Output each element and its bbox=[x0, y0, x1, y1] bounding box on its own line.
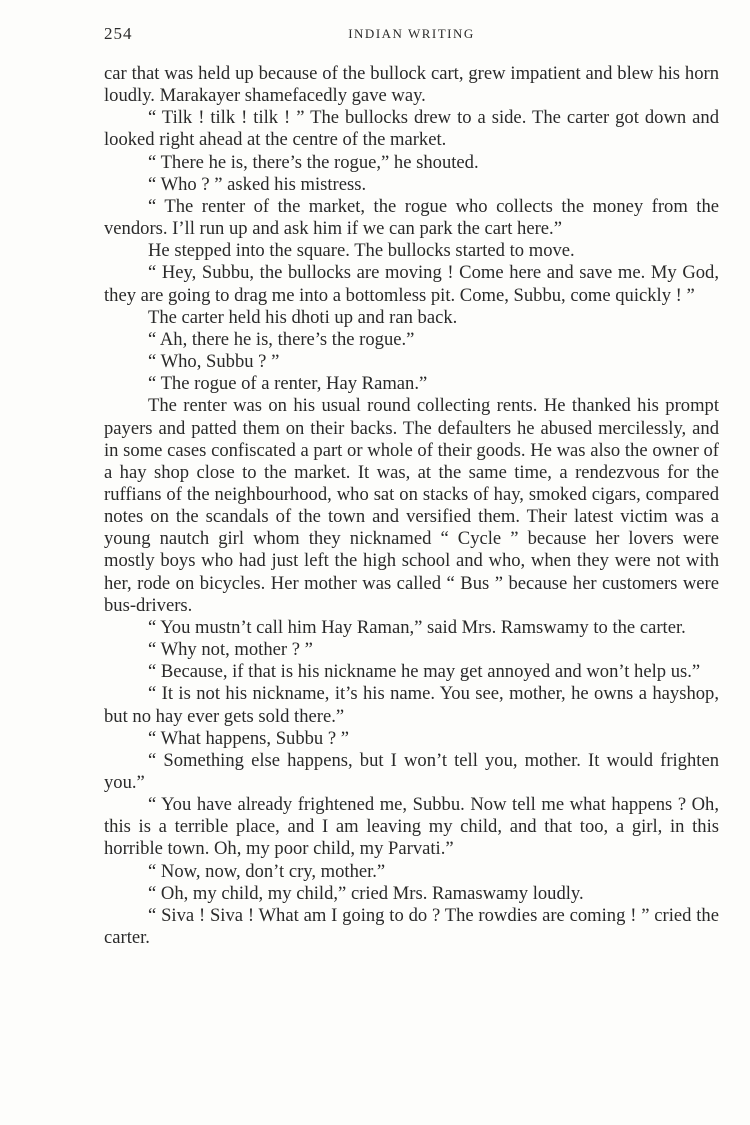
paragraph: “ Because, if that is his nickname he may get annoyed and won’t help us.” bbox=[148, 661, 701, 683]
body-text bbox=[104, 63, 719, 949]
paragraph: “ The rogue of a renter, Hay Raman.” bbox=[148, 373, 428, 395]
paragraph: “ Hey, Subbu, the bullocks are moving ! Come here and save me. My God, they are going to drag me into a bottomless pit. Come, Subbu, come quickly ! ” bbox=[104, 262, 719, 306]
paragraph: “ There he is, there’s the rogue,” he shouted. bbox=[148, 151, 479, 173]
paragraph: “ What happens, Subbu ? ” bbox=[148, 727, 350, 749]
paragraph: “ It is not his nickname, it’s his name. You see, mother, he owns a hayshop, but no hay ever gets sold there.” bbox=[104, 683, 719, 727]
paragraph: “ You have already frightened me, Subbu. Now tell me what happens ? Oh, this is a terrible place, and I am leaving my child, and that too, a girl, in this horrible town. Oh, my poor child, my Parvati.” bbox=[104, 794, 719, 860]
paragraph: “ Ah, there he is, there’s the rogue.” bbox=[148, 328, 415, 350]
paragraph: car that was held up because of the bullock cart, grew impatient and blew his horn loudly. Marakayer shamefacedly gave way. bbox=[104, 63, 719, 107]
paragraph: The carter held his dhoti up and ran back. bbox=[148, 306, 458, 328]
running-head: INDIAN WRITING bbox=[348, 26, 475, 41]
paragraph: “ Tilk ! tilk ! tilk ! ” The bullocks drew to a side. The carter got down and looked right ahead at the centre of the market. bbox=[104, 107, 719, 151]
paragraph: “ You mustn’t call him Hay Raman,” said Mrs. Ramswamy to the carter. bbox=[148, 616, 686, 638]
page-number: 254 bbox=[104, 24, 133, 43]
paragraph: “ Why not, mother ? ” bbox=[148, 639, 313, 661]
paragraph: The renter was on his usual round collecting rents. He thanked his prompt payers and patted them on their backs. The defaulters he abused mercilessly, and in some cases confiscated a part or whole of their goods. He was also the owner of a hay shop close to the market. It was, at the same time, a rendezvous for the ruffians of the neighbourhood, who sat on stacks of hay, smoked cigars, compared notes on the scandals of the town and versified them. Their latest victim was a young nautch girl whom they nicknamed “ Cycle ” because her lovers were mostly boys who had just left the high school and who, when they were not with her, rode on bicycles. Her mother was called “ Bus ” because her customers were bus-drivers. bbox=[104, 395, 719, 616]
paragraph: “ Who ? ” asked his mistress. bbox=[148, 173, 367, 195]
paragraph: “ Who, Subbu ? ” bbox=[148, 351, 280, 373]
paragraph: “ Siva ! Siva ! What am I going to do ? The rowdies are coming ! ” cried the carter. bbox=[104, 904, 719, 949]
paragraph: “ The renter of the market, the rogue who collects the money from the vendors. I’ll run up and ask him if we can park the cart here.” bbox=[104, 195, 719, 240]
paragraph: He stepped into the square. The bullocks started to move. bbox=[148, 240, 575, 262]
paragraph: “ Oh, my child, my child,” cried Mrs. Ramaswamy loudly. bbox=[148, 882, 584, 904]
paragraph: “ Now, now, don’t cry, mother.” bbox=[148, 860, 386, 882]
paragraph: “ Something else happens, but I won’t tell you, mother. It would frighten you.” bbox=[104, 749, 719, 793]
page-header bbox=[104, 24, 719, 46]
